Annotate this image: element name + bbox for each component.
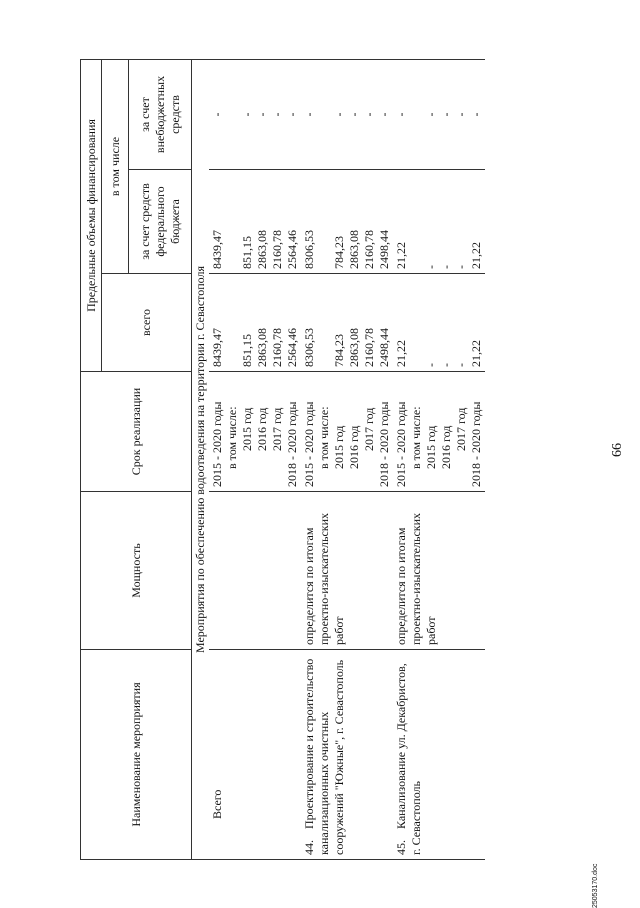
value-cell: 2498,44 (377, 230, 391, 269)
period-line: 2015 - 2020 годы (394, 401, 408, 487)
value-cell: 21,22 (394, 340, 408, 367)
value-cell: 2160,78 (270, 230, 284, 269)
total-capacity (209, 492, 301, 650)
value-cell: - (332, 112, 346, 117)
value-cell: 21,22 (469, 242, 483, 269)
item-periods (301, 372, 393, 492)
value-cell: 2863,08 (255, 230, 269, 269)
document-id: 25053170.doc (592, 863, 599, 908)
section-title: Мероприятия по обеспечению водоотведения на территории г. Севастополя (192, 60, 210, 860)
federal-values (393, 170, 485, 274)
table-row-45 (393, 60, 485, 860)
extrabudget-values (301, 60, 393, 170)
period-line: 2018 - 2020 годы (469, 401, 483, 487)
item-capacity: определится по итогам проектно-изыскательских работ (393, 492, 485, 650)
extrabudget-values (209, 60, 301, 170)
value-cell: 2160,78 (362, 328, 376, 367)
value-cell: 2863,08 (347, 328, 361, 367)
value-cell: 784,23 (332, 236, 346, 269)
header-capacity: Мощность (81, 492, 192, 650)
value-cell: 2863,08 (255, 328, 269, 367)
value-cell: - (285, 112, 299, 117)
period-line: 2015 год (424, 425, 438, 469)
value-cell (317, 278, 332, 367)
federal-values (209, 170, 301, 274)
item-number: 45. (394, 840, 408, 855)
value-cell (225, 64, 240, 165)
period-line: 2017 год (362, 407, 376, 451)
value-cell: 2498,44 (377, 328, 391, 367)
value-cell: 2564,46 (285, 328, 299, 367)
value-cell: 8306,53 (302, 328, 316, 367)
value-cell (409, 64, 424, 165)
value-cell: - (255, 112, 269, 117)
value-cell (317, 64, 332, 165)
item-name: Проектирование и строительство канализационных очистных сооружений "Южные", г. Севастополь (302, 658, 346, 855)
value-cell: 2160,78 (362, 230, 376, 269)
period-line: в том числе: (225, 406, 239, 469)
period-line: 2018 - 2020 годы (285, 401, 299, 487)
header-name: Наименование мероприятия (81, 650, 192, 860)
period-line: в том числе: (409, 406, 423, 469)
value-cell: 21,22 (394, 242, 408, 269)
header-including: в том числе (102, 60, 129, 274)
header-period: Срок реализации (81, 372, 192, 492)
value-cell: 2564,46 (285, 230, 299, 269)
item-capacity: определится по итогам проектно-изыскательских работ (301, 492, 393, 650)
period-line: 2015 год (240, 407, 254, 451)
value-cell: - (362, 112, 376, 117)
value-cell: - (469, 112, 483, 117)
value-cell: - (424, 112, 438, 117)
value-cell: - (439, 363, 453, 367)
period-line: 2017 год (454, 407, 468, 451)
item-name-44 (301, 650, 393, 860)
value-cell: - (454, 112, 468, 117)
period-line: 2015 - 2020 годы (302, 401, 316, 487)
period-line: 2016 год (439, 425, 453, 469)
value-cell: - (439, 112, 453, 117)
period-line: 2017 год (270, 407, 284, 451)
value-cell: 8306,53 (302, 230, 316, 269)
item-name-45 (393, 650, 485, 860)
federal-values (301, 170, 393, 274)
value-cell (409, 278, 424, 367)
item-periods (393, 372, 485, 492)
total-values (301, 274, 393, 372)
value-cell: 8439,47 (210, 328, 224, 367)
total-label: Всего (209, 650, 301, 860)
value-cell: 2863,08 (347, 230, 361, 269)
value-cell: - (270, 112, 284, 117)
value-cell: - (439, 265, 453, 269)
period-line: 2015 год (332, 425, 346, 469)
value-cell: 784,23 (332, 334, 346, 367)
value-cell: - (210, 112, 224, 117)
value-cell: 8439,47 (210, 230, 224, 269)
value-cell: 21,22 (469, 340, 483, 367)
value-cell (225, 174, 240, 269)
header-federal: за счет средств федерального бюджета (129, 170, 192, 274)
value-cell (225, 278, 240, 367)
period-line: 2016 год (255, 407, 269, 451)
table-row-44 (301, 60, 393, 860)
value-cell: 2160,78 (270, 328, 284, 367)
financing-table (80, 59, 485, 860)
value-cell: - (302, 112, 316, 117)
value-cell: - (454, 363, 468, 367)
value-cell: - (347, 112, 361, 117)
total-values (393, 274, 485, 372)
value-cell (317, 174, 332, 269)
header-extrabudget: за счет внебюджетных средств (129, 60, 192, 170)
item-number: 44. (302, 840, 316, 855)
period-line: 2015 - 2020 годы (210, 401, 224, 487)
period-line: 2018 - 2020 годы (377, 401, 391, 487)
value-cell: - (424, 265, 438, 269)
value-cell: - (377, 112, 391, 117)
total-row (209, 60, 301, 860)
value-cell: - (394, 112, 408, 117)
period-line: в том числе: (317, 406, 331, 469)
value-cell: 851,15 (240, 236, 254, 269)
item-name: Канализование ул. Декабристов, г. Севастополь (394, 663, 423, 855)
header-finance: Предельные объемы финансирования (81, 60, 102, 372)
value-cell (409, 174, 424, 269)
total-periods (209, 372, 301, 492)
rotated-content (80, 60, 625, 908)
value-cell: - (240, 112, 254, 117)
period-line: 2016 год (347, 425, 361, 469)
value-cell: - (424, 363, 438, 367)
total-values (209, 274, 301, 372)
extrabudget-values (393, 60, 485, 170)
value-cell: - (454, 265, 468, 269)
value-cell: 851,15 (240, 334, 254, 367)
page-number: 66 (610, 443, 625, 457)
header-total: всего (102, 274, 192, 372)
